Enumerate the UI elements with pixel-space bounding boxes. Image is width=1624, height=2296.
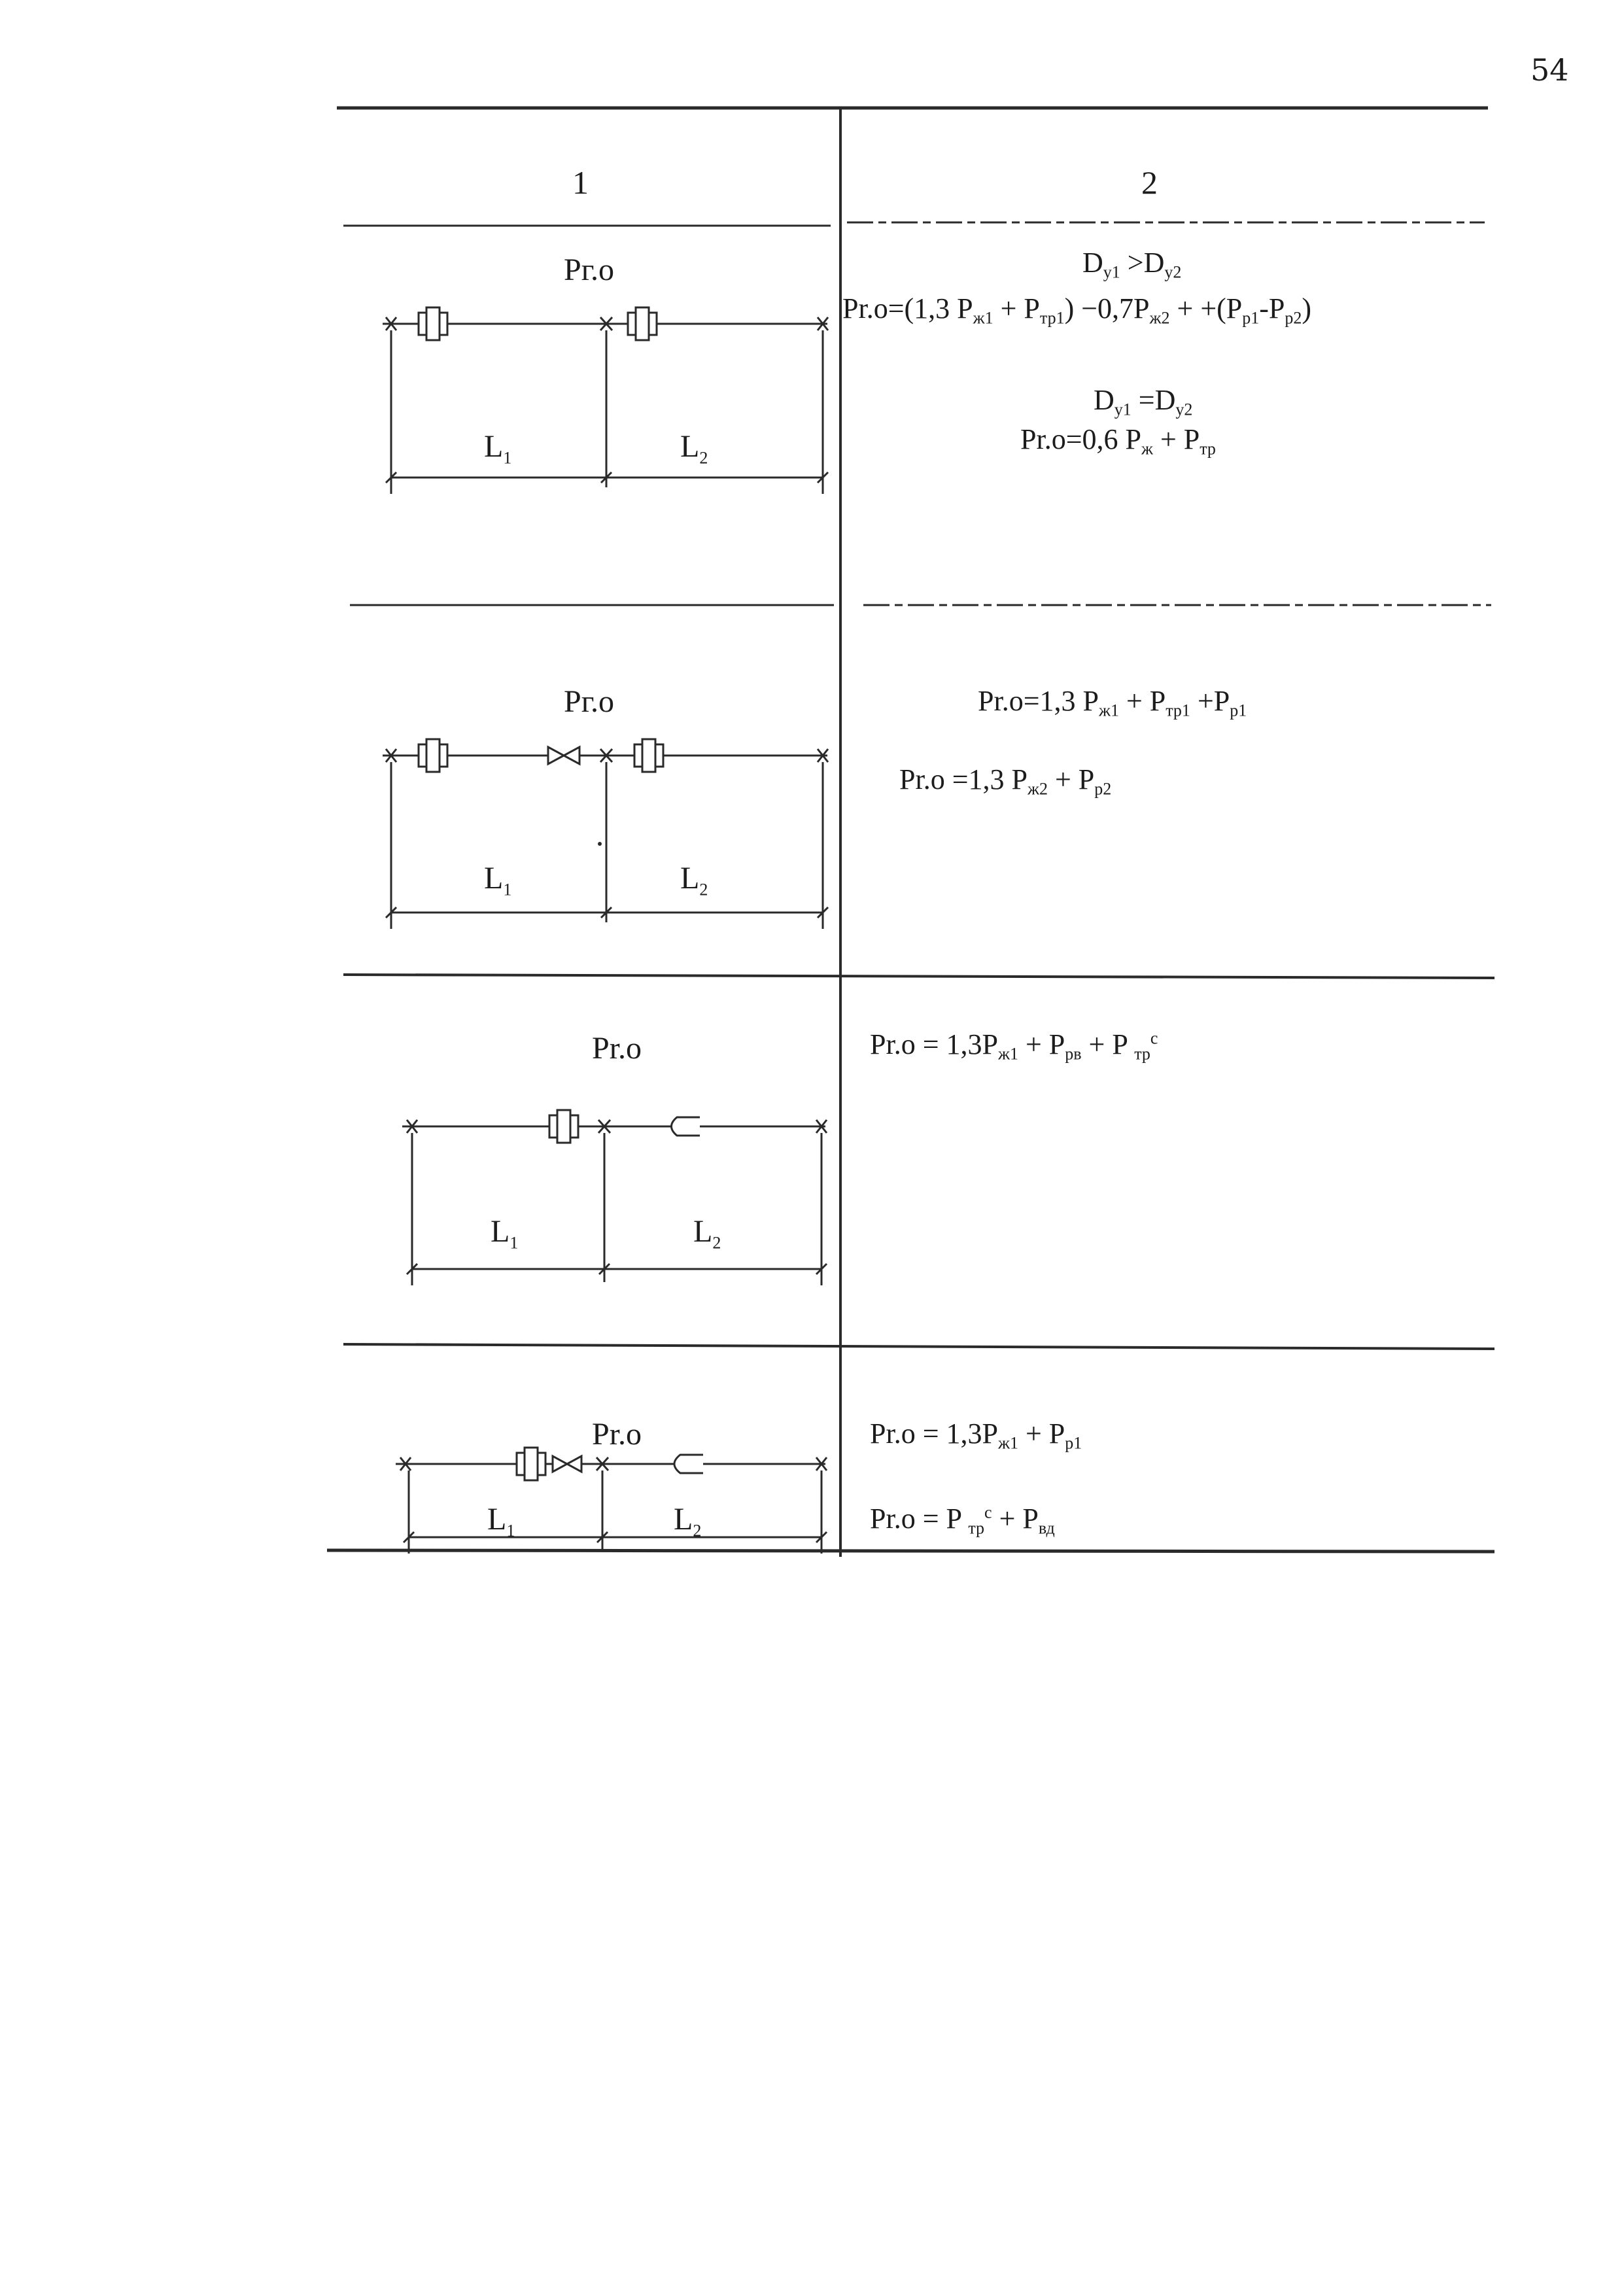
formula-line: Pr.o=1,3 $P_{ж1} + P_{тр1} +P_{p1}$ xyxy=(978,685,1247,720)
formula-line: $D_{y1} =D_{y2}$ xyxy=(1094,384,1193,419)
column-header-1: 1 xyxy=(572,164,589,201)
formula-line: $Pr.o = 1,3P_{ж1} + P_{pв} + P$ $_{тр}^c$ xyxy=(870,1028,1158,1064)
length-label-2: $L_2$ xyxy=(680,429,708,468)
length-label-1: $L_1$ xyxy=(491,1214,519,1253)
length-label-1: $L_1$ xyxy=(484,429,512,468)
diagram-label: Рг.о xyxy=(564,684,614,719)
formula-line: $Pr.o = 1,3P_{ж1} + P_{p1}$ xyxy=(870,1418,1082,1453)
diagram-label: Рг.о xyxy=(564,252,614,287)
formula-line: $D_{y1} >D_{y2}$ xyxy=(1082,247,1182,282)
formula-line: Pr.o =1,3 $P_{ж2} + P_{p2}$ xyxy=(899,763,1112,799)
formula-line: Pr.o=0,6 $P_ж + P_{тр}$ xyxy=(1020,423,1216,459)
length-label-2: $L_2$ xyxy=(674,1502,702,1540)
diagram-label: Pr.o xyxy=(592,1031,642,1066)
formula-line: Pr.o = P $_{тр}^c + P_{вд}$ xyxy=(870,1503,1055,1538)
length-label-2: $L_2$ xyxy=(693,1214,721,1253)
length-label-2: $L_2$ xyxy=(680,861,708,899)
length-label-1: $L_1$ xyxy=(487,1502,515,1540)
page-number: 54 xyxy=(1530,52,1569,88)
formula-line: Pr.o=(1,3 $P_{ж1} + P_{тр1}) -0,7P_{ж2} + +(P_{p1}-P_{p2})$ xyxy=(842,292,1312,328)
column-header-2: 2 xyxy=(1141,164,1158,201)
length-label-1: $L_1$ xyxy=(484,861,512,899)
diagram-label: Pr.o xyxy=(592,1417,642,1452)
